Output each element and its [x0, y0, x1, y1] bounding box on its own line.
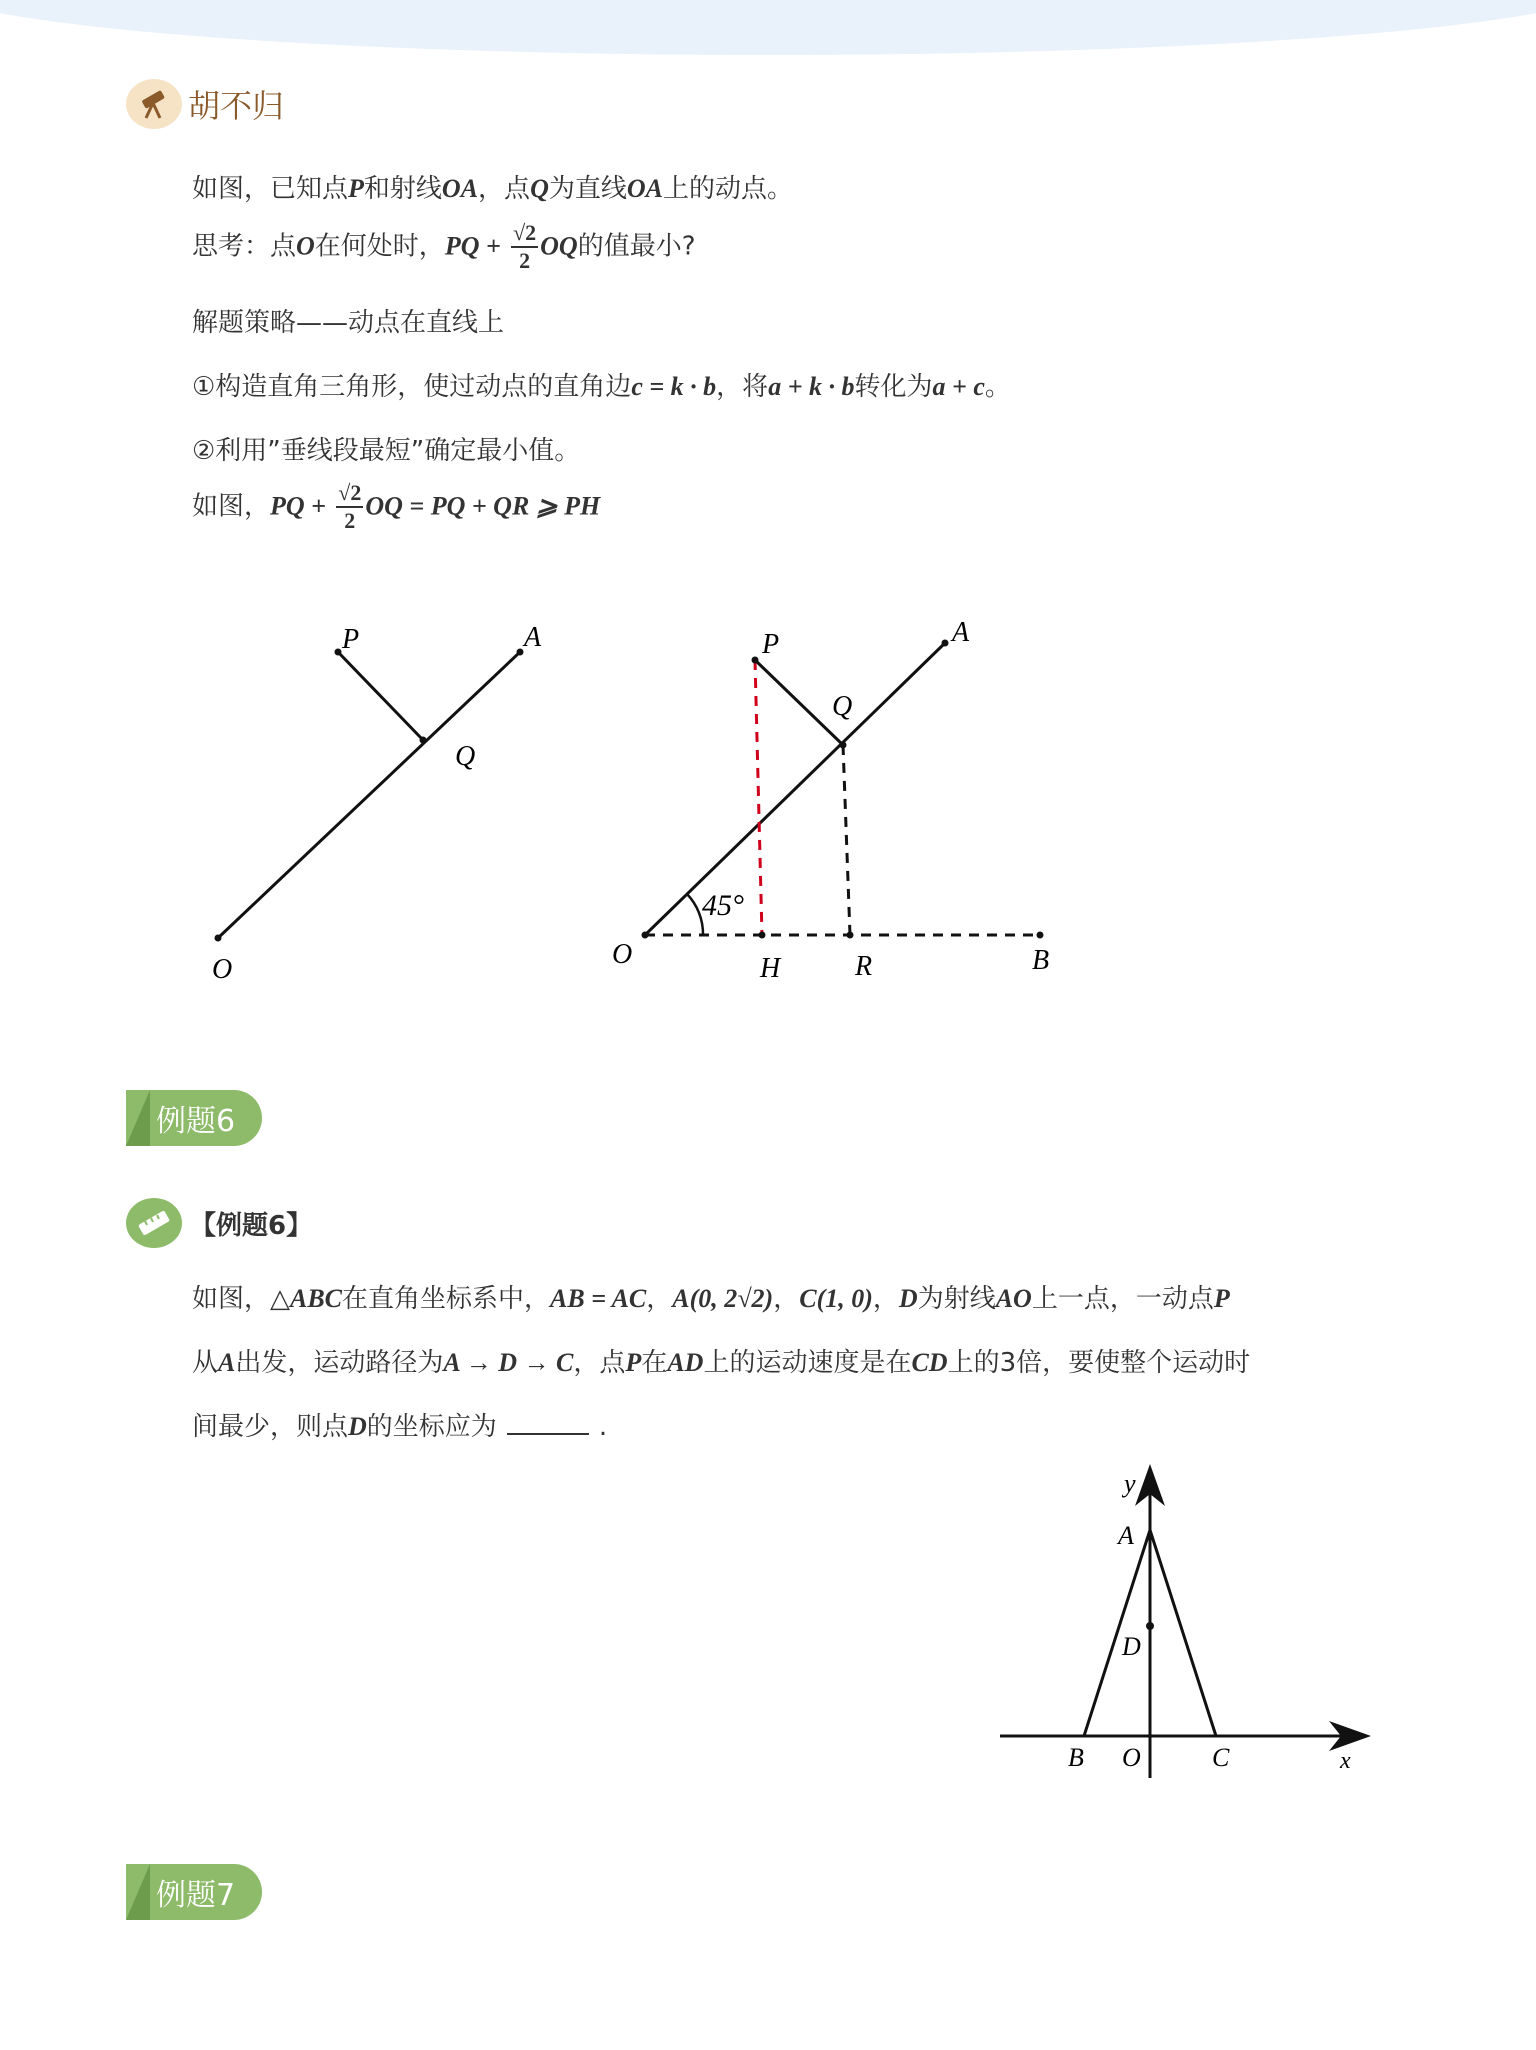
- point-h: [759, 932, 766, 939]
- point-a: [517, 649, 524, 656]
- intro-line-4: ①构造直角三角形，使过动点的直角边c = k · b，将a + k · b转化为a + c。: [192, 372, 1011, 402]
- example6-line-2: 从A出发，运动路径为A → D → C，点P在AD上的运动速度是在CD上的3倍，要使整个运动时: [192, 1348, 1251, 1378]
- label-b: B: [1068, 1743, 1084, 1772]
- label-r: R: [855, 951, 873, 982]
- example6-line-1: 如图，△ABC在直角坐标系中，AB = AC，A(0, 2√2)，C(1, 0)，D为射线AO上一点，一动点P: [192, 1284, 1230, 1314]
- figure-construction: [600, 605, 1080, 1000]
- label-o: O: [612, 939, 633, 970]
- tab-example7-label: 例题7: [156, 1878, 236, 1913]
- intro-line-1: 如图，已知点P和射线OA，点Q为直线OA上的动点。: [192, 174, 793, 204]
- segment-ac: [1150, 1530, 1216, 1736]
- label-h: H: [760, 953, 781, 984]
- tab-example7: [126, 1864, 262, 1920]
- ruler-icon: [126, 1198, 182, 1248]
- point-p: [752, 657, 759, 664]
- label-o: O: [212, 954, 233, 985]
- figure-coordinate-triangle: [990, 1460, 1380, 1780]
- author-header: [126, 78, 284, 130]
- label-q: Q: [832, 691, 853, 722]
- point-a: [942, 640, 949, 647]
- label-a: A: [952, 617, 970, 648]
- fraction: $\frac{√2}{2}$: [338, 480, 362, 533]
- label-p: P: [762, 629, 780, 660]
- telescope-icon: [126, 79, 182, 129]
- intro-line-5: ②利用”垂线段最短”确定最小值。: [192, 436, 581, 466]
- label-a: A: [524, 622, 542, 653]
- fraction: $\frac{√2}{2}$: [513, 220, 537, 273]
- label-a: A: [1118, 1521, 1134, 1550]
- intro-line-3: 解题策略——动点在直线上: [192, 308, 505, 338]
- label-p: P: [342, 624, 360, 655]
- label-x: x: [1340, 1748, 1351, 1774]
- intro-line-2: 思考：点O在何处时，PQ + $\frac{√2}{2}$ OQ的值最小?: [192, 220, 696, 273]
- angle-arc: [687, 894, 703, 935]
- segment-qr-dashed: [843, 745, 850, 935]
- point-b: [1037, 932, 1044, 939]
- example6-line-3: 间最少，则点D的坐标应为 .: [192, 1406, 607, 1443]
- label-b: B: [1032, 945, 1050, 976]
- point-p: [335, 649, 342, 656]
- ray-oa: [645, 643, 945, 935]
- point-d: [1146, 1622, 1154, 1630]
- label-y: y: [1124, 1469, 1136, 1498]
- label-d: D: [1122, 1632, 1141, 1661]
- point-o: [642, 932, 649, 939]
- figure-ray-oa: [190, 610, 570, 1000]
- label-angle: 45°: [702, 889, 744, 922]
- label-c: C: [1212, 1743, 1230, 1772]
- example6-title: 【例题6】: [190, 1210, 313, 1241]
- segment-pq: [755, 660, 843, 745]
- ray-oa: [218, 652, 520, 938]
- segment-pq: [338, 652, 423, 740]
- intro-line-6: 如图，PQ + $\frac{√2}{2}$ OQ = PQ + QR ⩾ PH: [192, 480, 601, 533]
- tab-example6: [126, 1090, 262, 1146]
- header-band: [0, 0, 1536, 55]
- point-q: [420, 737, 427, 744]
- label-o: O: [1122, 1743, 1141, 1772]
- author-name: 胡不归: [188, 87, 285, 125]
- label-q: Q: [455, 741, 476, 772]
- point-r: [847, 932, 854, 939]
- answer-blank[interactable]: [507, 1409, 589, 1435]
- segment-ph-red: [755, 660, 762, 935]
- example6-header: [126, 1198, 312, 1248]
- point-q: [840, 742, 847, 749]
- point-o: [215, 935, 222, 942]
- tab-example6-label: 例题6: [156, 1104, 236, 1139]
